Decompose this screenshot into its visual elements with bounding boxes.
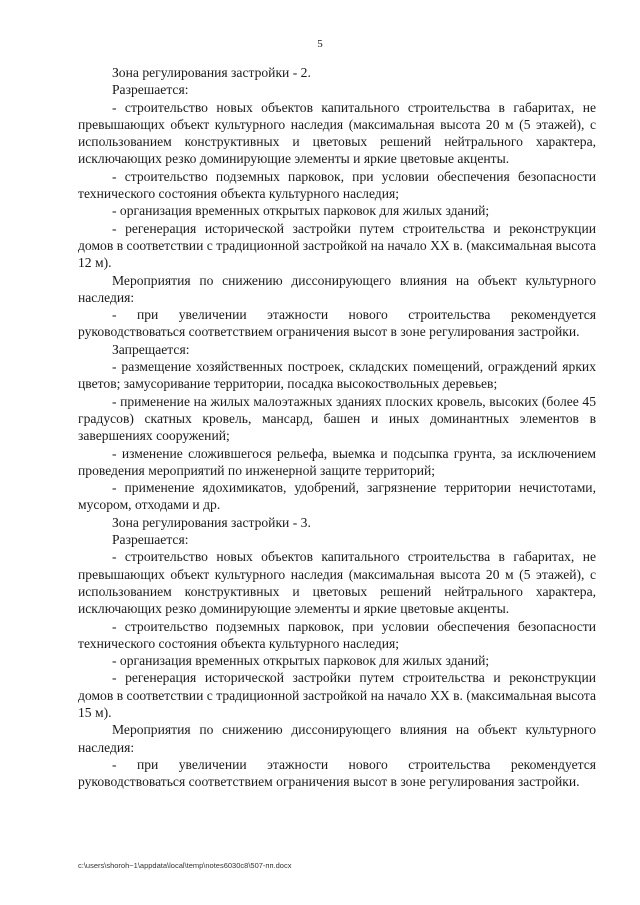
- zone-3-allowed-item: - регенерация исторической застройки путем строительства и реконструкции домов в соответствии с традиционной застройкой на начало XX в. (максимальная высота 15 м).: [78, 670, 596, 720]
- zone-3-allowed-heading: Разрешается:: [112, 532, 189, 548]
- footer-file-path: c:\users\shoroh~1\appdata\local\temp\notes6030c8\507-пп.docx: [78, 861, 292, 870]
- zone-2-allowed-heading: Разрешается:: [112, 82, 189, 98]
- zone-2-prohibited-heading: Запрещается:: [112, 341, 190, 357]
- zone-3-allowed-item: - строительство новых объектов капитального строительства в габаритах, не превышающих объект культурного наследия (максимальная высота 20 м (5 этажей), с использованием конструктивных и цветовых решений нейтрального характера, исключающих резко доминирующие элементы и яркие цветовые акценты.: [78, 549, 596, 617]
- zone-2-prohibited-item: - применение на жилых малоэтажных зданиях плоских кровель, высоких (более 45 градусов) скатных кровель, мансард, башен и иных доминантных элементов в завершениях сооружений;: [78, 393, 596, 444]
- zone-2-prohibited-item: - размещение хозяйственных построек, складских помещений, ограждений ярких цветов; замусоривание территории, посадка высокоствольных деревьев;: [78, 359, 596, 392]
- zone-2-prohibited-item: - применение ядохимикатов, удобрений, загрязнение территории нечистотами, мусором, отходами и др.: [78, 480, 596, 513]
- page-number: 5: [317, 38, 323, 50]
- zone-2-prohibited-item: - изменение сложившегося рельефа, выемка и подсыпка грунта, за исключением проведения мероприятий по инженерной защите территорий;: [78, 445, 596, 478]
- zone-2-allowed-item: - регенерация исторической застройки путем строительства и реконструкции домов в соответствии с традиционной застройкой на начало XX в. (максимальная высота 12 м).: [78, 220, 596, 271]
- document-body: [78, 64, 596, 790]
- zone-3-measures-heading: Мероприятия по снижению диссонирующего влияния на объект культурного наследия:: [78, 722, 596, 755]
- zone-2-allowed-item: - строительство новых объектов капитального строительства в габаритах, не превышающих объект культурного наследия (максимальная высота 20 м (5 этажей), с использованием конструктивных и цветовых решений нейтрального характера, исключающих резко доминирующие элементы и яркие цветовые акценты.: [78, 99, 596, 167]
- zone-3-measures-item: - при увеличении этажности нового строительства рекомендуется руководствоваться соответствием ограничения высот в зоне регулирования застройки.: [78, 756, 596, 790]
- zone-3-allowed-item: - организация временных открытых парковок для жилых зданий;: [112, 653, 490, 669]
- zone-3-heading: Зона регулирования застройки - 3.: [112, 514, 311, 530]
- zone-2-allowed-item: - организация временных открытых парковок для жилых зданий;: [112, 203, 490, 219]
- zone-2-measures-item: - при увеличении этажности нового строительства рекомендуется руководствоваться соответствием ограничения высот в зоне регулирования застройки.: [78, 307, 596, 340]
- zone-2-measures-heading: Мероприятия по снижению диссонирующего влияния на объект культурного наследия:: [78, 272, 596, 305]
- zone-2-allowed-item: - строительство подземных парковок, при условии обеспечения безопасности технического состояния объекта культурного наследия;: [78, 168, 596, 202]
- zone-3-allowed-item: - строительство подземных парковок, при условии обеспечения безопасности технического состояния объекта культурного наследия;: [78, 618, 596, 651]
- zone-2-heading: Зона регулирования застройки - 2.: [112, 65, 311, 80]
